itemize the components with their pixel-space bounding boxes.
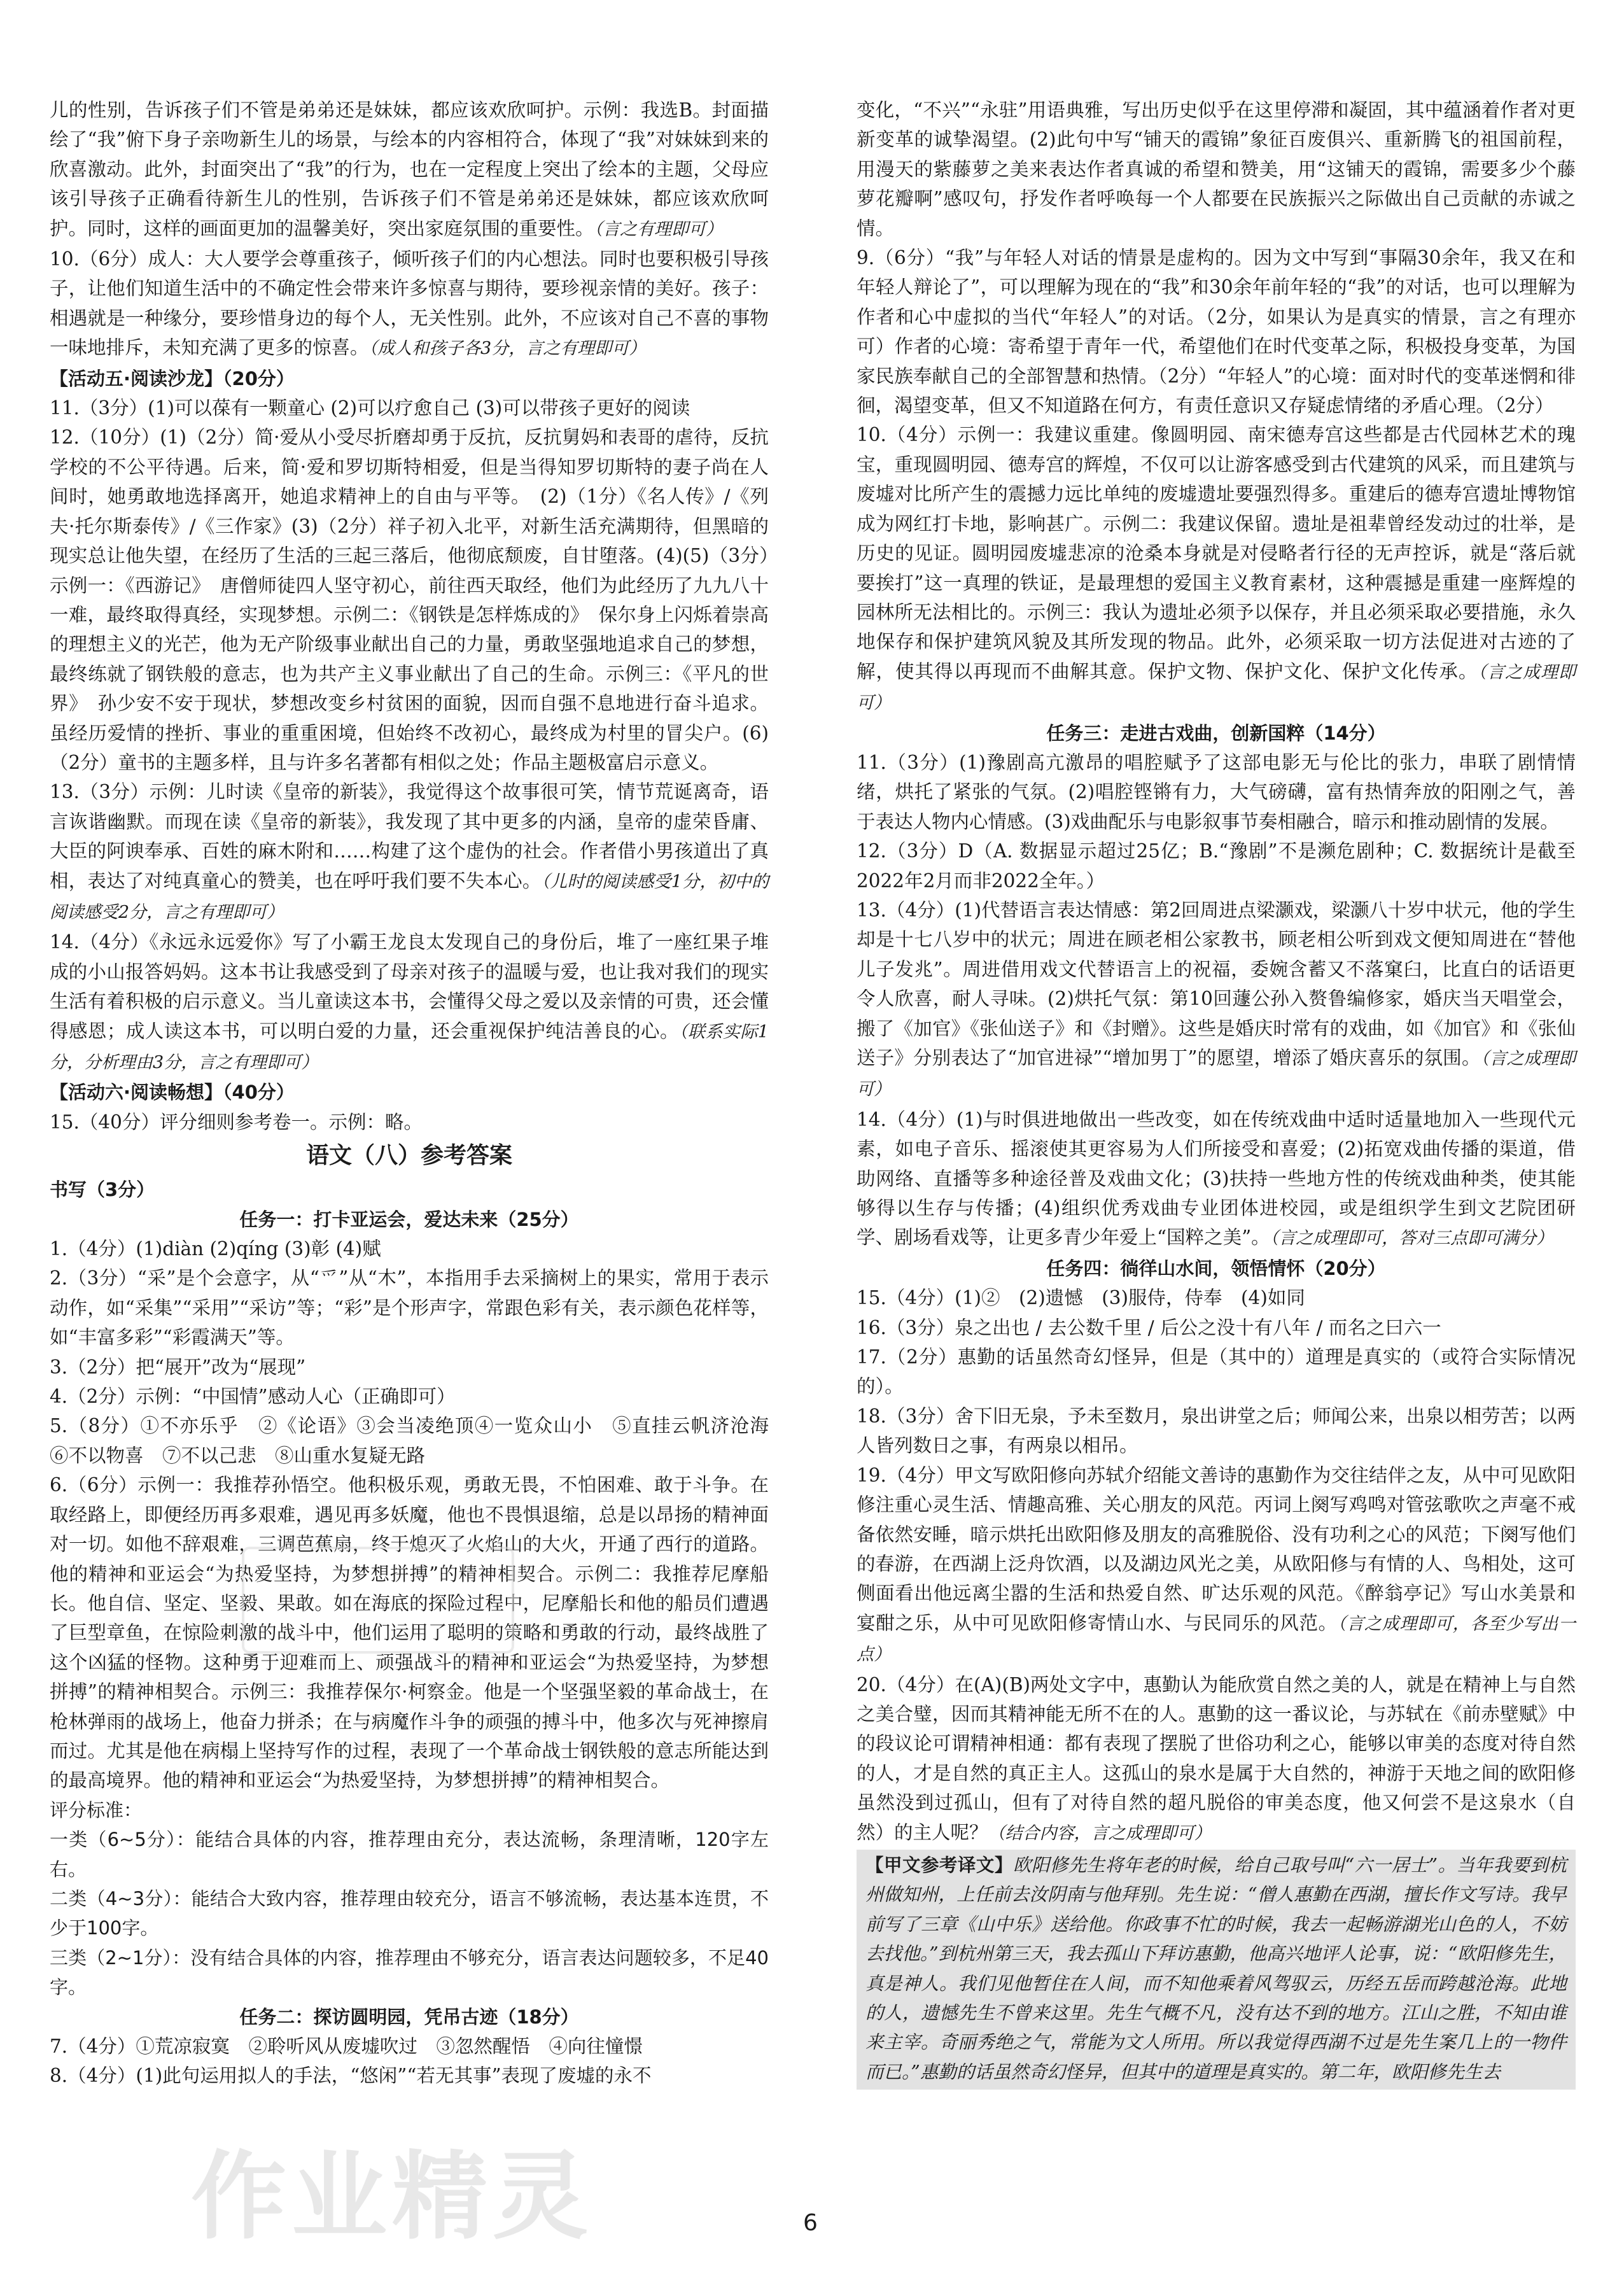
grading-note: （儿时的阅读感受1分，初中的阅读感受2分，言之有理即可） xyxy=(50,871,769,922)
answer-text: 4.（2分）示例：“中国情”感动人心（正确即可） xyxy=(50,1386,456,1408)
answer-text: 16.（3分）泉之出也 / 去公数千里 / 后公之没十有八年 / 而名之曰六一 xyxy=(857,1316,1441,1339)
scoring-line xyxy=(50,1943,769,2002)
answer-text: 11.（3分）(1)可以葆有一颗童心 (2)可以疗愈自己 (3)可以带孩子更好的阅读 xyxy=(50,397,690,419)
answer-text: 15.（4分）(1)② (2)遗憾 (3)服侍，侍奉 (4)如同 xyxy=(857,1287,1305,1309)
translation-text: 欧阳修先生将年老的时候，给自己取号叫“六一居士”。当年我要到杭州做知州，上任前去汝阴南与他拜别。先生说：“僧人惠勤在西湖，擅长作文写诗。我早前写了三章《山中乐》送给他。你政事不忙的时候，我去一起畅游湖光山色的人，不妨去找他。”到杭州第三天，我去孤山下拜访惠勤，他高兴地评人论事，说：“欧阳修先生，真是神人。我们见他暂住在人间，而不知他乘着风驾驭云，历经五岳而跨越沧海。此地的人，遗憾先生不曾来这里。先生气概不凡，没有达不到的地方。江山之胜，不知由谁来主宰。奇丽秀绝之气，常能为文人所用。所以我觉得西湖不过是先生案几上的一物件而已。”惠勤的话虽然奇幻怪异，但其中的道理是真实的。第二年，欧阳修先生去 xyxy=(865,1854,1567,2083)
answer-text: 任务一：打卡亚运会，爱达未来（25分） xyxy=(239,1208,579,1230)
grading-note: （言之成理即可，答对三点即可满分） xyxy=(1270,1228,1554,1249)
section-heading xyxy=(50,364,769,393)
answer-text: 12.（10分）(1)（2分）简·爱从小受尽折磨却勇于反抗，反抗舅妈和表哥的虐待，反抗学校的不公平待遇。后来，简·爱和罗切斯特相爱，但是当得知罗切斯特的妻子尚在人间时，她勇敢地选择离开，她追求精神上的自由与平等。 (2)（1分）《名人传》/《列夫·托尔斯泰传》/《三作家》(3)（2分）祥子初入北平，对新生活充满期待，但黑暗的现实总让他失望，在经历了生活的三起三落后，他彻底颓废，自甘堕落。(4)(5)（3分）示例一：《西游记》 唐僧师徒四人坚守初心，前往西天取经，他们为此经历了九九八十一难，最终取得真经，实现梦想。示例二：《钢铁是怎样炼成的》 保尔身上闪烁着崇高的理想主义的光芒，他为无产阶级事业献出自己的力量，勇敢坚强地追求自己的梦想，最终练就了钢铁般的意志，也为共产主义事业献出了自己的生命。示例三：《平凡的世界》 孙少安不安于现状，梦想改变乡村贫困的面貌，因而自强不息地进行奋斗追求。虽经历爱情的挫折、事业的重重困境，但始终不改初心，最终成为村里的冒尖户。(6)（2分）童书的主题多样，且与许多名著都有相似之处；作品主题极富启示意义。 xyxy=(50,426,769,773)
grading-note: （言之成理即可） xyxy=(857,1049,1576,1100)
answer-text: 2.（3分）“采”是个会意字，从“爫”从“木”，本指用手去采摘树上的果实，常用于表示动作，如“采集”“采用”“采访”等；“彩”是个形声字，常跟色彩有关，表示颜色花样等，如“丰富多彩”“彩霞满天”等。 xyxy=(50,1267,769,1349)
answer-paragraph xyxy=(50,1411,788,1470)
answer-paragraph xyxy=(50,1234,769,1263)
answer-text: 1.（4分）(1)diàn (2)qíng (3)彰 (4)赋 xyxy=(50,1238,381,1260)
answer-paragraph xyxy=(50,95,769,244)
answer-paragraph xyxy=(50,423,769,777)
task-heading xyxy=(857,1254,1576,1283)
answer-text: 13.（4分）(1)代替语言表达情感：第2回周进点梁灏戏，梁灏八十岁中状元，他的学生却是十七八岁中的状元；周进在顾老相公家教书，顾老相公听到戏文便知周进在“替他儿子发兆”。周进借用戏文代替语言上的祝福，委婉含蓄又不落窠臼，比直白的话语更令人欣喜，耐人寻味。(2)烘托气氛：第10回蘧公孙入赘鲁编修家，婚庆当天唱堂会，搬了《加官》《张仙送子》和《封赠》。这些是婚庆时常有的戏曲，如《加官》和《张仙送子》分别表达了“加官进禄”“增加男丁”的愿望，增添了婚庆喜乐的氛围。 xyxy=(857,899,1576,1069)
answer-paragraph xyxy=(857,1313,1576,1342)
answer-text: 【活动五·阅读沙龙】（20分） xyxy=(50,367,295,390)
grading-note: （成人和孩子各3分，言之有理即可） xyxy=(368,339,647,359)
answer-text: 14.（4分）《永远永远爱你》写了小霸王龙良太发现自己的身份后，堆了一座红果子堆成的小山报答妈妈。这本书让我感受到了母亲对孩子的温暖与爱，也让我对我们的现实生活有着积极的启示意义。当儿童读这本书，会懂得父母之爱以及亲情的可贵，还会懂得感恩；成人读这本书，可以明白爱的力量，还会重视保护纯洁善良的心。 xyxy=(50,931,769,1042)
answer-text: 13.（3分）示例：儿时读《皇帝的新装》，我觉得这个故事很可笑，情节荒诞离奇，语言诙谐幽默。而现在读《皇帝的新装》，我发现了其中更多的内涵，皇帝的虚荣昏庸、大臣的阿谀奉承、百姓的麻木附和……构建了这个虚伪的社会。作者借小男孩道出了真相，表达了对纯真童心的赞美，也在呼吁我们要不失本心。 xyxy=(50,781,769,892)
task-heading xyxy=(50,1205,769,1234)
answer-paragraph xyxy=(50,1382,769,1411)
watermark-stamp xyxy=(242,1547,514,1654)
answer-text: 11.（3分）(1)豫剧高亢激昂的唱腔赋予了这部电影无与伦比的张力，串联了剧情情绪，烘托了紧张的气氛。(2)唱腔铿锵有力，大气磅礴，富有热情奔放的阳刚之气，善于表达人物内心情感。(3)戏曲配乐与电影叙事节奏相融合，暗示和推动剧情的发展。 xyxy=(857,751,1576,833)
answer-text: 14.（4分）(1)与时俱进地做出一些改变，如在传统戏曲中适时适量地加入一些现代元素，如电子音乐、摇滚使其更容易为人们所接受和喜爱；(2)拓宽戏曲传播的渠道，借助网络、直播等多种途径普及戏曲文化；(3)扶持一些地方性的传统戏曲种类，使其能够得以生存与传播；(4)组织优秀戏曲专业团体进校园，或是组织学生到文艺院团研学、剧场看戏等，让更多青少年爱上“国粹之美”。 xyxy=(857,1108,1576,1249)
watermark-text: 作业精灵 xyxy=(191,2142,594,2253)
answer-text: 20.（4分）在(A)(B)两处文字中，惠勤认为能欣赏自然之美的人，就是在精神上与自然之美合璧，因而其精神能无所不在的人。惠勤的这一番议论，与苏轼在《前赤壁赋》中的段议论可谓精神相通：都有表现了摆脱了世俗功利之心，能够以审美的态度对待自然的人，才是自然的真正主人。这孤山的泉水是属于大自然的，神游于天地之间的欧阳修虽然没到过孤山，但有了对待自然的超凡脱俗的审美态度，他又何尝不是这泉水（自然）的主人呢？ xyxy=(857,1673,1576,1843)
answer-title xyxy=(50,1137,769,1175)
answer-text: 任务四：徜徉山水间，领悟情怀（20分） xyxy=(1046,1257,1386,1279)
answer-paragraph xyxy=(857,836,1576,896)
answer-text: 评分标准： xyxy=(50,1799,143,1821)
answer-text: 12.（3分）D（A. 数据显示超过25亿；B.“豫剧”不是濒危剧种；C. 数据统计是截至2022年2月而非2022全年。） xyxy=(857,840,1576,892)
answer-paragraph xyxy=(857,243,1576,420)
answer-text: 15.（40分）评分细则参考卷一。示例：略。 xyxy=(50,1111,423,1133)
answer-text: 任务三：走进古戏曲，创新国粹（14分） xyxy=(1046,722,1386,744)
translation-label: 【甲文参考译文】 xyxy=(865,1854,1013,1876)
answer-text: 3.（2分）把“展开”改为“展现” xyxy=(50,1356,306,1378)
answer-text: 10.（6分）成人：大人要学会尊重孩子，倾听孩子们的内心想法。同时也要积极引导孩子，让他们知道生活中的不确定性会带来许多惊喜与期待，要珍视亲情的美好。孩子：相遇就是一种缘分，要珍惜身边的每个人，无关性别。此外，不应该对自己不喜的事物一味地排斥，未知充满了更多的惊喜。 xyxy=(50,248,769,359)
left-column xyxy=(50,95,788,2091)
answer-text: 儿的性别，告诉孩子们不管是弟弟还是妹妹，都应该欢欣呵护。示例：我选B。封面描绘了“我”俯下身子亲吻新生儿的场景，与绘本的内容相符合，体现了“我”对妹妹到来的欣喜激动。此外，封面突出了“我”的行为，也在一定程度上突出了绘本的主题，父母应该引导孩子正确看待新生儿的性别，告诉孩子们不管是弟弟还是妹妹，都应该欢欣呵护。同时，这样的画面更加的温馨美好，突出家庭氛围的重要性。 xyxy=(50,99,769,239)
answer-text: 17.（2分）惠勤的话虽然奇幻怪异，但是（其中的）道理是真实的（或符合实际情况的）。 xyxy=(857,1346,1576,1398)
answer-text: 变化，“不兴”“永驻”用语典雅，写出历史似乎在这里停滞和凝固，其中蕴涵着作者对更新变革的诚挚渴望。(2)此句中写“铺天的霞锦”象征百废俱兴、重新腾飞的祖国前程，用漫天的紫藤萝之美来表达作者真诚的希望和赞美，用“这铺天的霞锦，需要多少个藤萝花瓣啊”感叹句，抒发作者呼唤每一个人都要在民族振兴之际做出自己贡献的赤诚之情。 xyxy=(857,99,1576,239)
answer-text: 【活动六·阅读畅想】（40分） xyxy=(50,1081,295,1104)
grading-note: （言之成理即可） xyxy=(857,662,1576,714)
answer-paragraph xyxy=(857,420,1576,718)
answer-text: 7.（4分）①荒凉寂寞 ②聆听风从废墟吹过 ③忽然醒悟 ④向往憧憬 xyxy=(50,2035,643,2057)
answer-paragraph xyxy=(857,1670,1576,1848)
answer-text: 9.（6分）“我”与年轻人对话的情景是虚构的。因为文中写到“事隔30余年，我又在和年轻人辩论了”，可以理解为现在的“我”和30余年前年轻的“我”的对话，也可以理解为作者和心中虚拟的当代“年轻人”的对话。（2分，如果认为是真实的情景，言之有理亦可）作者的心境：寄希望于青年一代，希望他们在时代变革之际，积极投身变革，为国家民族奉献自己的全部智慧和热情。（2分）“年轻人”的心境：面对时代的变革迷惘和徘徊，渴望变革，但又不知道路在何方，有责任意识又存疑虑情绪的矛盾心理。（2分） xyxy=(857,247,1576,417)
section-heading xyxy=(50,1175,769,1204)
answer-paragraph xyxy=(857,748,1576,836)
section-heading xyxy=(50,1078,769,1107)
scoring-line xyxy=(50,1884,769,1943)
page-number: 6 xyxy=(803,2210,818,2236)
answer-paragraph xyxy=(50,1263,769,1352)
answer-text: 5.（8分）①不亦乐乎 ②《论语》③会当凌绝顶④一览众山小 ⑤直挂云帆济沧海 ⑥不以物喜 ⑦不以己悲 ⑧山重水复疑无路 xyxy=(50,1415,788,1466)
task-heading xyxy=(50,2002,769,2032)
answer-text: 8.（4分）(1)此句运用拟人的手法，“悠闲”“若无其事”表现了废墟的永不 xyxy=(50,2065,652,2087)
answer-text: 二类（4~3分）：能结合大致内容，推荐理由较充分，语言不够流畅，表达基本连贯，不少于100字。 xyxy=(50,1887,769,1939)
answer-paragraph xyxy=(50,777,769,927)
answer-paragraph xyxy=(50,244,769,364)
right-column xyxy=(857,95,1576,2091)
answer-paragraph xyxy=(50,1353,769,1382)
answer-paragraph xyxy=(857,1461,1576,1670)
answer-paragraph xyxy=(857,896,1576,1105)
answer-paragraph xyxy=(857,1402,1576,1461)
answer-text: 18.（3分）舍下旧无泉，予未至数月，泉出讲堂之后；师闻公来，出泉以相劳苦；以两人皆列数日之事，有两泉以相吊。 xyxy=(857,1405,1576,1457)
answer-text: 一类（6~5分）：能结合具体的内容，推荐理由充分，表达流畅，条理清晰，120字左右。 xyxy=(50,1829,769,1880)
answer-text: 19.（4分）甲文写欧阳修向苏轼介绍能文善诗的惠勤作为交往结伴之友，从中可见欧阳修注重心灵生活、情趣高雅、关心朋友的风范。丙词上阕写鸡鸣对管弦歌吹之声毫不戒备依然安睡，暗示烘托出欧阳修及朋友的高雅脱俗、没有功利之心的风范；下阕写他们的春游，在西湖上泛舟饮酒，以及湖边风光之美，从欧阳修与有情的人、鸟相处，这可侧面看出他远离尘嚣的生活和热爱自然、旷达乐观的风范。《醉翁亭记》写山水美景和宴酣之乐，从中可见欧阳修寄情山水、与民同乐的风范。 xyxy=(857,1464,1576,1634)
answer-paragraph xyxy=(50,2032,769,2061)
scoring-line xyxy=(50,1796,769,1825)
answer-text: 书写（3分） xyxy=(50,1179,155,1201)
grading-note: （结合内容，言之成理即可） xyxy=(988,1823,1212,1843)
answer-text: 三类（2~1分）：没有结合具体的内容，推荐理由不够充分，语言表达问题较多，不足40字。 xyxy=(50,1946,769,1999)
answer-paragraph xyxy=(857,95,1576,243)
answer-paragraph xyxy=(857,1105,1576,1254)
grading-note: （言之有理即可） xyxy=(594,219,724,239)
answer-text: 10.（4分）示例一：我建议重建。像圆明园、南宋德寿宫这些都是古代园林艺术的瑰宝，重现圆明园、德寿宫的辉煌，不仅可以让游客感受到古代建筑的风采，而且建筑与废墟对比所产生的震撼力远比单纯的废墟遗址要强烈得多。重建后的德寿宫遗址博物馆成为网红打卡地，影响甚广。示例二：我建议保留。遗址是祖辈曾经发动过的壮举，是历史的见证。圆明园废墟悲凉的沧桑本身就是对侵略者行径的无声控诉，就是“落后就要挨打”这一真理的铁证，是最理想的爱国主义教育素材，这种震撼是重建一座辉煌的园林所无法相比的。示例三：我认为遗址必须予以保存，并且必须采取必要措施，永久地保存和保护建筑风貌及其所发现的物品。此外，必须采取一切方法促进对古迹的了解，使其得以再现而不曲解其意。保护文物、保护文化、保护文化传承。 xyxy=(857,424,1576,682)
answer-text: 语文（八）参考答案 xyxy=(305,1143,512,1169)
answer-text: 6.（6分）示例一：我推荐孙悟空。他积极乐观，勇敢无畏，不怕困难、敢于斗争。在取经路上，即便经历再多艰难，遇见再多妖魔，他也不畏惧退缩，总是以昂扬的精神面对一切。如他不辞艰难，三调芭蕉扇，终于熄灭了火焰山的大火，开通了西行的道路。他的精神和亚运会“为热爱坚持，为梦想拼搏”的精神相契合。示例二：我推荐尼摩船长。他自信、坚定、坚毅、果敢。如在海底的探险过程中，尼摩船长和他的船员们遭遇了巨型章鱼，在惊险刺激的战斗中，他们运用了聪明的策略和勇敢的行动，最终战胜了这个凶猛的怪物。这种勇于迎难而上、顽强战斗的精神和亚运会“为热爱坚持，为梦想拼搏”的精神相契合。示例三：我推荐保尔·柯察金。他是一个坚强坚毅的革命战士，在枪林弹雨的战场上，他奋力拼杀；在与病魔作斗争的顽强的搏斗中，他多次与死神擦肩而过。尤其是他在病榻上坚持写作的过程，表现了一个革命战士钢铁般的意志所能达到的最高境界。他的精神和亚运会“为热爱坚持，为梦想拼搏”的精神相契合。 xyxy=(50,1474,769,1792)
answer-paragraph xyxy=(50,2061,769,2090)
answer-paragraph xyxy=(50,1107,769,1137)
answer-paragraph xyxy=(50,927,769,1078)
task-heading xyxy=(857,719,1576,748)
grading-note: （联系实际1分，分析理由3分，言之有理即可） xyxy=(50,1022,769,1072)
answer-text: 任务二：探访圆明园，凭吊古迹（18分） xyxy=(239,2006,579,2028)
answer-paragraph xyxy=(50,393,769,423)
grading-note: （言之成理即可，各至少写出一点） xyxy=(857,1614,1576,1665)
answer-paragraph xyxy=(857,1342,1576,1402)
reference-translation xyxy=(857,1850,1576,2090)
answer-paragraph xyxy=(857,1283,1576,1312)
scoring-line xyxy=(50,1825,769,1884)
